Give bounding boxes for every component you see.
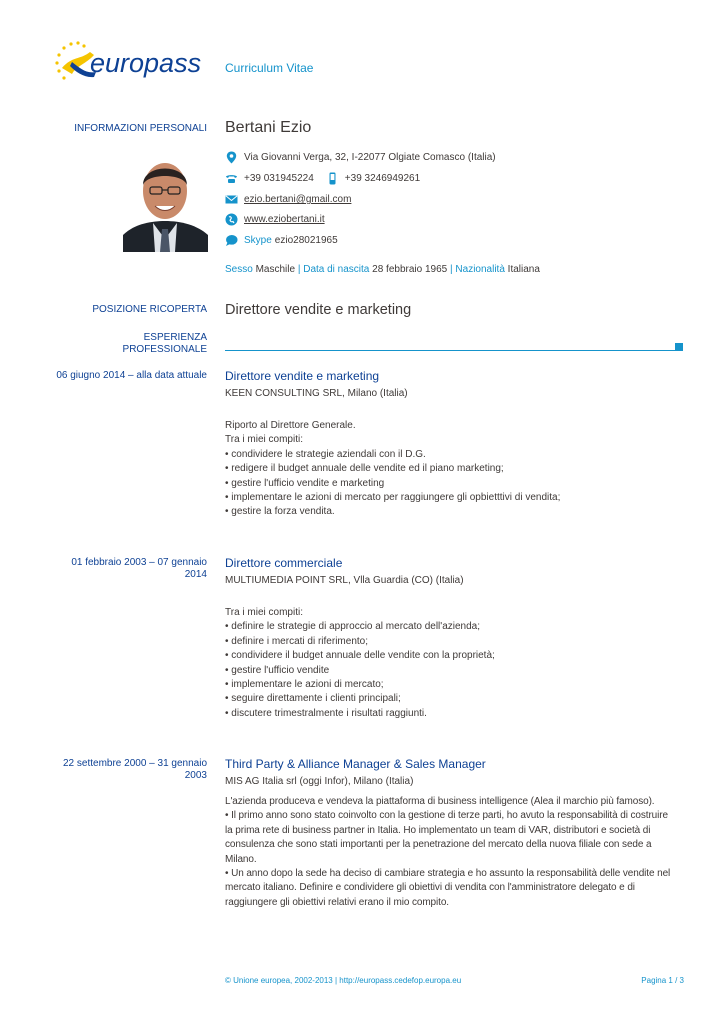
desc-line: • definire le strategie di approccio al mercato dell'azienda; [225, 621, 480, 633]
birth-label: Data di nascita [303, 264, 370, 275]
desc-paragraph: • Il primo anno sono stato coinvolto con la gestione di terze parti, ho avuto la responsabilità di costruire la prima rete di business partner in Italia. Ho implementato un team di VAR, distributori e società di consulenza che sono stati importanti per la penetrazione del mercato della nuova filiale con sede a Milano. [225, 810, 668, 865]
job-date [27, 557, 207, 581]
website-link[interactable]: www.eziobertani.it [244, 214, 325, 225]
address-row [225, 151, 496, 164]
job-date-line2: 2003 [184, 770, 207, 781]
desc-line: • condividere le strategie aziendali con il D.G. [225, 448, 426, 460]
job-date-line2: 2014 [184, 569, 207, 580]
email-row [225, 193, 351, 206]
desc-line: • definire i mercati di riferimento; [225, 635, 368, 647]
desc-line: • implementare le azioni di mercato; [225, 679, 384, 691]
telephone-icon [225, 172, 238, 185]
desc-line: • gestire l'ufficio vendite e marketing [225, 477, 385, 489]
desc-line: • gestire l'ufficio vendite [225, 664, 330, 676]
separator: | [297, 264, 301, 275]
skype-label: Skype [244, 235, 272, 246]
desc-line: Tra i miei compiti: [225, 607, 303, 618]
job-employer: MIS AG Italia srl (oggi Infor), Milano (Italia) [225, 776, 414, 787]
job-date [27, 758, 207, 782]
desc-line: • gestire la forza vendita. [225, 506, 335, 518]
job-description [225, 795, 677, 910]
job-employer: MULTIUMEDIA POINT SRL, Vlla Guardia (CO) (Italia) [225, 575, 464, 586]
skype-id: ezio28021965 [274, 235, 338, 246]
footer-copyright[interactable]: © Unione europea, 2002-2013 | http://europass.cedefop.europa.eu [225, 976, 462, 985]
logo-text: europass [90, 48, 202, 78]
desc-line: • seguire direttamente i clienti principali; [225, 693, 401, 705]
cv-title: Curriculum Vitae [225, 61, 314, 75]
profile-photo [123, 149, 208, 252]
experience-label [27, 332, 207, 356]
section-divider [225, 350, 675, 351]
section-divider-square [675, 343, 683, 351]
email-link[interactable]: ezio.bertani@gmail.com [244, 194, 352, 205]
job-title: Direttore commerciale [225, 556, 343, 570]
experience-label-line2: PROFESSIONALE [122, 344, 207, 355]
skype-row [225, 234, 338, 247]
job-description [225, 419, 675, 520]
desc-line: • condividere il budget annuale delle vendite con la proprietà; [225, 650, 495, 662]
job-employer: KEEN CONSULTING SRL, Milano (Italia) [225, 388, 408, 399]
desc-line: • implementare le azioni di mercato per raggiungere gli opbietttivi di vendita; [225, 492, 561, 504]
desc-line: Tra i miei compiti: [225, 434, 303, 446]
chat-bubble-icon [225, 234, 238, 247]
sex-label: Sesso [225, 264, 253, 275]
birth-value: 28 febbraio 1965 [372, 264, 448, 275]
position-value: Direttore vendite e marketing [225, 302, 412, 318]
desc-line: • redigere il budget annuale delle vendite ed il piano marketing; [225, 463, 504, 475]
job-date: 06 giugno 2014 – alla data attuale [56, 370, 207, 381]
email-icon [225, 193, 238, 206]
job-title: Direttore vendite e marketing [225, 369, 380, 383]
europass-logo [50, 38, 210, 88]
nationality-value: Italiana [507, 264, 540, 275]
person-name: Bertani Ezio [225, 119, 312, 136]
website-icon [225, 213, 238, 226]
address-text: Via Giovanni Verga, 32, I-22077 Olgiate Comasco (Italia) [244, 152, 496, 163]
location-pin-icon [225, 151, 238, 164]
personal-details [225, 264, 540, 275]
phone-row [225, 172, 420, 185]
mobile-number: +39 3246949261 [344, 173, 421, 184]
desc-line: • discutere trimestralmente i risultati raggiunti. [225, 707, 427, 719]
desc-paragraph: L'azienda produceva e vendeva la piattaforma di business intelligence (Alea il marchio più famoso). [225, 796, 655, 807]
desc-line: Riporto al Direttore Generale. [225, 420, 356, 431]
job-title: Third Party & Alliance Manager & Sales Manager [225, 757, 486, 771]
sex-value: Maschile [255, 264, 296, 275]
job-description [225, 606, 675, 721]
job-date-line1: 01 febbraio 2003 – 07 gennaio [71, 557, 207, 568]
position-label: POSIZIONE RICOPERTA [92, 304, 207, 315]
job-date-line1: 22 settembre 2000 – 31 gennaio [63, 758, 207, 769]
footer-page-number: Pagina 1 / 3 [641, 976, 684, 985]
website-row [225, 213, 325, 226]
mobile-phone-icon [326, 172, 339, 185]
separator: | [450, 264, 453, 275]
experience-label-line1: ESPERIENZA [143, 332, 207, 343]
personal-info-label: INFORMAZIONI PERSONALI [74, 123, 207, 134]
phone-number: +39 031945224 [244, 173, 314, 184]
nationality-label: Nazionalità [455, 264, 505, 275]
desc-paragraph: • Un anno dopo la sede ha deciso di cambiare strategia e ho assunto la responsabilità delle vendite nel mercato italiano. Definire e condividere gli obiettivi di vendita con l'amministratore delegato e di raggiungere gli obiettivi relativi erano il mio compito. [225, 868, 671, 908]
